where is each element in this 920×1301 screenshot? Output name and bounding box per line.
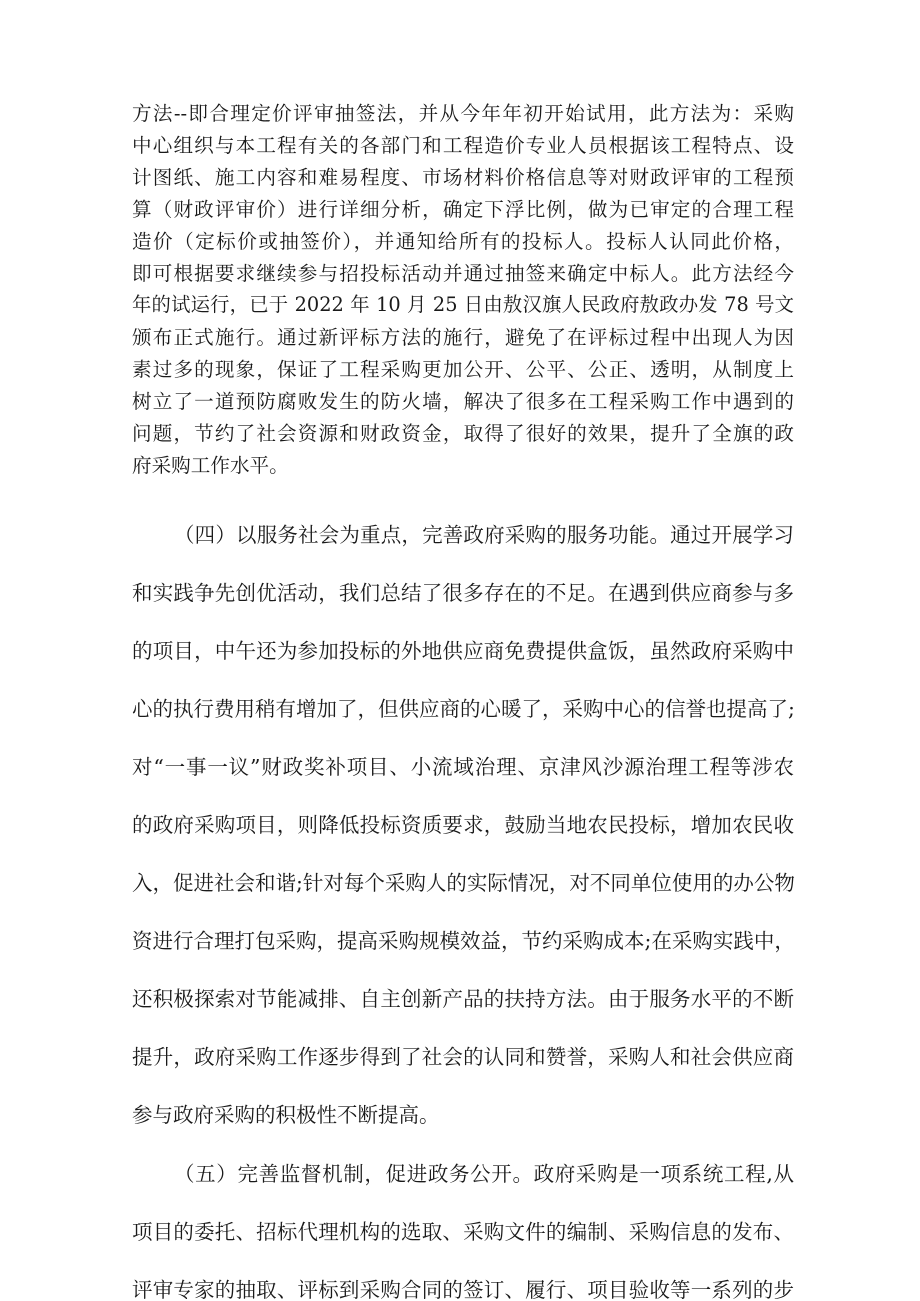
paragraph-line: 府采购工作水平。 [132, 454, 289, 477]
paragraph-line: 计图纸、施工内容和难易程度、市场材料价格信息等对财政评审的工程预 [132, 166, 794, 189]
paragraph-line: 评审专家的抽取、评标到采购合同的签订、履行、项目验收等一系列的步 [132, 1278, 794, 1299]
paragraph-line: （五）完善监督机制，促进政务公开。政府采购是一项系统工程,从 [174, 1162, 794, 1186]
paragraph-line: 提升，政府采购工作逐步得到了社会的认同和赞誉，采购人和社会供应商 [132, 1045, 794, 1069]
paragraph-line: 树立了一道预防腐败发生的防火墙，解决了很多在工程采购工作中遇到的 [132, 390, 794, 413]
paragraph-line: 中心组织与本工程有关的各部门和工程造价专业人员根据该工程特点、设 [132, 134, 794, 157]
paragraph-line: 年的试运行，已于 2022 年 10 月 25 日由敖汉旗人民政府敖政办发 78 号文 [132, 293, 794, 316]
paragraph-line: 颁布正式施行。通过新评标方法的施行，避免了在评标过程中出现人为因 [132, 326, 794, 349]
paragraph-line: 素过多的现象，保证了工程采购更加公开、公平、公正、透明，从制度上 [132, 358, 794, 381]
paragraph-line: （四）以服务社会为重点，完善政府采购的服务功能。通过开展学习 [174, 523, 794, 547]
paragraph-line: 项目的委托、招标代理机构的选取、采购文件的编制、采购信息的发布、 [132, 1220, 794, 1244]
paragraph-line: 造价（定标价或抽签价），并通知给所有的投标人。投标人认同此价格， [132, 230, 794, 253]
paragraph-line: 算（财政评审价）进行详细分析，确定下浮比例，做为已审定的合理工程 [132, 198, 794, 221]
paragraph-line: 还积极探索对节能减排、自主创新产品的扶持方法。由于服务水平的不断 [132, 987, 794, 1011]
paragraph-line: 心的执行费用稍有增加了，但供应商的心暖了，采购中心的信誉也提高了; [132, 697, 795, 721]
paragraph-line: 的项目，中午还为参加投标的外地供应商免费提供盒饭，虽然政府采购中 [132, 639, 794, 663]
paragraph-line: 入，促进社会和谐;针对每个采购人的实际情况，对不同单位使用的办公物 [132, 871, 795, 895]
paragraph-line: 的政府采购项目，则降低投标资质要求，鼓励当地农民投标，增加农民收 [132, 813, 794, 837]
paragraph-line: 参与政府采购的积极性不断提高。 [132, 1103, 440, 1127]
paragraph-line: 和实践争先创优活动，我们总结了很多存在的不足。在遇到供应商参与多 [132, 581, 794, 605]
paragraph-line: 资进行合理打包采购，提高采购规模效益，节约采购成本;在采购实践中， [132, 929, 795, 953]
paragraph-line: 方法--即合理定价评审抽签法，并从今年年初开始试用，此方法为：采购 [132, 102, 794, 125]
paragraph-line: 问题，节约了社会资源和财政资金，取得了很好的效果，提升了全旗的政 [132, 422, 794, 445]
paragraph-line: 即可根据要求继续参与招投标活动并通过抽签来确定中标人。此方法经今 [132, 262, 794, 285]
paragraph-line: 对“一事一议”财政奖补项目、小流域治理、京津风沙源治理工程等涉农 [132, 755, 794, 779]
